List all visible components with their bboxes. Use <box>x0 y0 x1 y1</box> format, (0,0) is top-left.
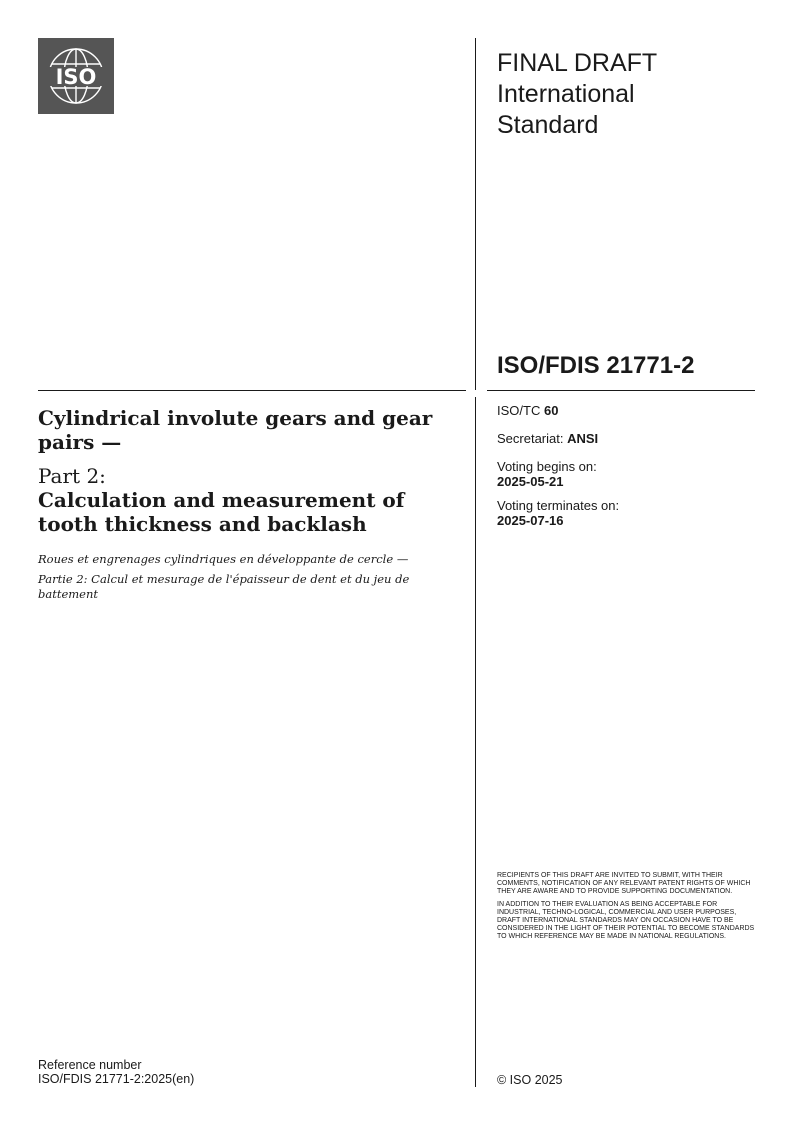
main-title: Cylindrical involute gears and gear pairs — <box>38 406 433 454</box>
draft-status-heading <box>497 48 757 141</box>
document-metadata <box>497 403 757 537</box>
tc-label: ISO/TC <box>497 403 541 418</box>
voting-terminates-label: Voting terminates on: <box>497 498 620 513</box>
voting-begins-label: Voting begins on: <box>497 459 597 474</box>
french-main-title: Roues et engrenages cylindriques en développante de cercle — <box>38 552 409 566</box>
logo-text: ISO <box>55 65 97 89</box>
horizontal-rule-left <box>38 390 466 391</box>
voting-terminates <box>497 498 757 528</box>
reference-label: Reference number <box>38 1058 142 1072</box>
secretariat-label: Secretariat: <box>497 431 564 446</box>
part-title: Calculation and measurement of tooth thickness and backlash <box>38 488 405 536</box>
copyright-notice: © ISO 2025 <box>497 1073 563 1087</box>
voting-terminates-date: 2025-07-16 <box>497 513 564 528</box>
tc-value: 60 <box>543 403 559 418</box>
notice-evaluation: IN ADDITION TO THEIR EVALUATION AS BEING ACCEPTABLE FOR INDUSTRIAL, TECHNO-LOGICAL, COMMERCIAL AND USER PURPOSES, DRAFT INTERNATIONAL STANDARDS MAY ON OCCASION HAVE TO BE CONSIDERED IN THE LIGHT OF THEIR POTENTIAL TO BECOME STANDARDS TO WHICH REFERENCE MAY BE MADE IN NATIONAL REGULATIONS. <box>497 900 755 941</box>
notice-patent-rights: RECIPIENTS OF THIS DRAFT ARE INVITED TO SUBMIT, WITH THEIR COMMENTS, NOTIFICATION OF ANY RELEVANT PATENT RIGHTS OF WHICH THEY ARE AWARE AND TO PROVIDE SUPPORTING DOCUMENTATION. <box>497 872 751 896</box>
horizontal-rule-right <box>487 390 755 391</box>
french-title <box>38 552 438 602</box>
reference-number <box>38 1058 194 1086</box>
vertical-divider-bottom <box>475 397 476 1087</box>
iso-globe-logo-icon <box>38 38 114 114</box>
voting-begins-date: 2025-05-21 <box>497 474 564 489</box>
part-label: Part 2: <box>38 464 106 488</box>
vertical-divider-top <box>475 38 476 390</box>
draft-notice <box>497 872 757 946</box>
secretariat <box>497 431 757 446</box>
technical-committee <box>497 403 757 418</box>
document-title-block <box>38 406 438 602</box>
status-line-standard: Standard <box>497 111 599 139</box>
reference-value: ISO/FDIS 21771-2:2025(en) <box>38 1072 195 1086</box>
voting-begins <box>497 459 757 489</box>
iso-logo <box>38 38 114 114</box>
secretariat-value: ANSI <box>567 431 599 446</box>
status-line-final-draft: FINAL DRAFT <box>497 49 658 77</box>
french-part-title: Partie 2: Calcul et mesurage de l'épaisseur de dent et du jeu de battement <box>38 572 410 601</box>
status-line-international: International <box>497 80 635 108</box>
document-number: ISO/FDIS 21771-2 <box>497 352 695 379</box>
